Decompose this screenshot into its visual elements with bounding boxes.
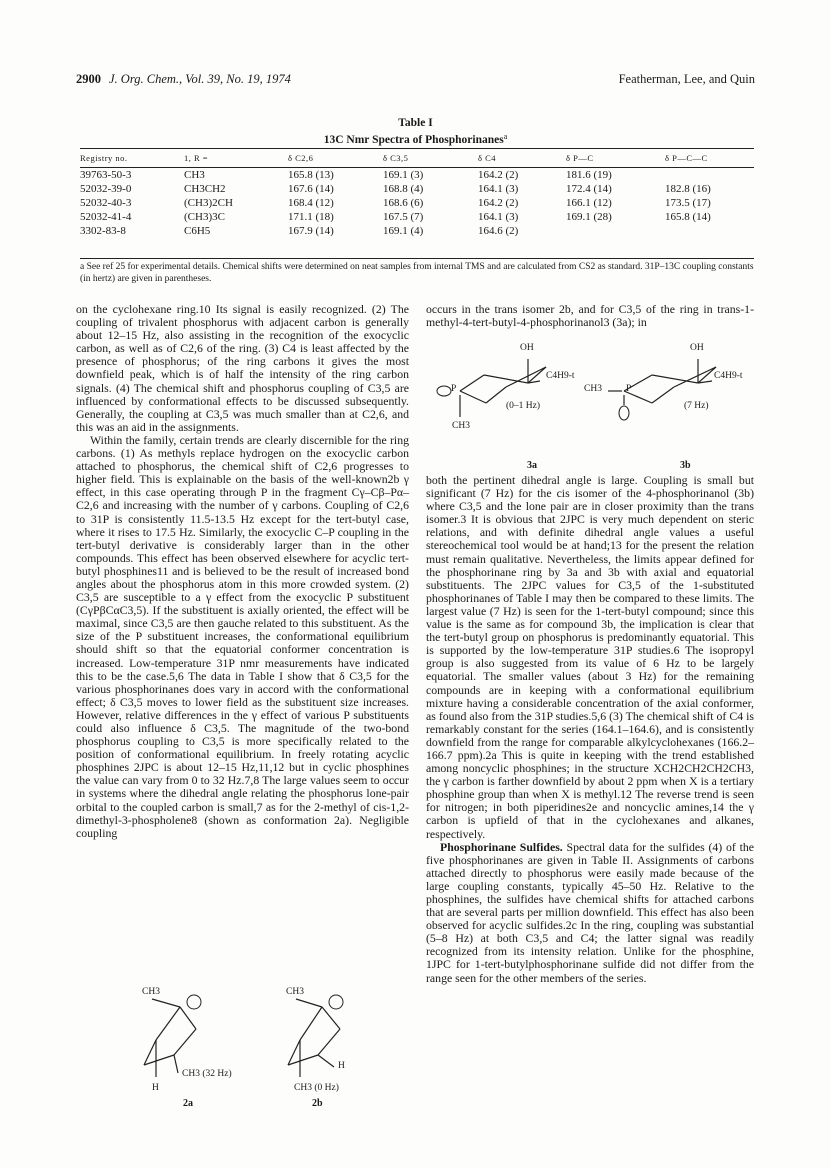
table-cell: 52032-39-0 <box>80 183 132 195</box>
structure-2a-drawing <box>112 985 232 1080</box>
table-cell: 173.5 (17) <box>665 197 711 209</box>
table-footnote: a See ref 25 for experimental details. Chemical shifts were determined on neat samples from internal TMS and are calculated from CS2 as standard. 31P–13C coupling constants (in hertz) are given in parentheses. <box>80 262 754 284</box>
left-column <box>76 303 409 840</box>
right-column <box>426 303 754 329</box>
table-title-footnote-mark: a <box>503 132 508 141</box>
fig2a-bottom: H <box>152 1083 159 1093</box>
table-cell: 164.2 (2) <box>478 169 519 181</box>
table-cell: 3302-83-8 <box>80 225 126 237</box>
table-cell: 39763-50-3 <box>80 169 132 181</box>
fig2b-label: 2b <box>312 1098 323 1109</box>
table-number: Table I <box>398 117 433 129</box>
right-column-continued <box>426 474 754 985</box>
table-cell: 172.4 (14) <box>566 183 612 195</box>
running-header <box>76 72 755 90</box>
paragraph: on the cyclohexane ring.10 Its signal is easily recognized. (2) The coupling of trivalent phosphorus with adjacent carbon is generally about 12–15 Hz, also assisting in the recognition of the exocyclic carbon, as well as of C2,6 of the ring. (3) C4 is least affected by the presence of phosphorus; of the ring carbons it gives the most downfield peak, which is of half the intensity of the ring carbon signals. (4) The chemical shift and phosphorus coupling of C3,5 are influenced by conformational effects to be discussed subsequently. Generally, the coupling at C3,5 was much smaller than at C2,6, and this was an aid in the assignments. <box>76 302 409 434</box>
table-cell: 168.8 (4) <box>383 183 424 195</box>
table-cell: 168.4 (12) <box>288 197 334 209</box>
table-row <box>80 224 754 238</box>
table-cell: 182.8 (16) <box>665 183 711 195</box>
journal-citation: J. Org. Chem., Vol. 39, No. 19, 1974 <box>109 72 291 86</box>
section-heading: Phosphorinane Sulfides. <box>440 839 563 854</box>
table-header-row <box>80 149 754 168</box>
table-cell: 52032-40-3 <box>80 197 132 209</box>
col-header: δ C2,6 <box>288 149 383 168</box>
fig3a-coupling: (0–1 Hz) <box>506 401 541 411</box>
structure-3b-drawing <box>588 345 754 440</box>
table-title-text: 13C Nmr Spectra of Phosphorinanes <box>323 134 504 146</box>
paragraph-sulfides <box>426 841 754 985</box>
fig3b-oh: OH <box>690 343 704 353</box>
structure-2a <box>112 985 232 1095</box>
table-cell: 166.1 (12) <box>566 197 612 209</box>
fig2b-side: H <box>338 1061 345 1071</box>
table-cell: 167.5 (7) <box>383 211 424 223</box>
fig3b-p: P <box>626 384 632 394</box>
table-row <box>80 196 754 210</box>
header-authors: Featherman, Lee, and Quin <box>618 72 755 86</box>
col-header: Registry no. <box>80 149 184 168</box>
fig3a-label: 3a <box>527 460 537 471</box>
fig2a-label: 2a <box>183 1098 193 1109</box>
table-cell: (CH3)2CH <box>184 197 233 209</box>
col-header: 1, R = <box>184 149 288 168</box>
paragraph: Within the family, certain trends are clearly discernible for the ring carbons. (1) As methyls replace hydrogen on the exocyclic carbon attached to phosphorus, the chemical shift of C2,6 progresses to higher field. This is explainable on the basis of the well-known2b γ effect, in this case operating through P in the fragment Cγ–Cβ–Pα–C2,6 and increasing with the number of γ carbons. Coupling of C2,6 to 31P is consistently 11.5-13.5 Hz except for the tert-butyl case, where it rises to 17.5 Hz. Similarly, the exocyclic C–P coupling in the tert-butyl derivative is considerably larger than in the other compounds. This effect has been observed elsewhere for acyclic tert-butyl phosphines11 and is believed to be the result of increased bond angles about the phosphorus atom in this more crowded system. (2) C3,5 are susceptible to a γ effect from the exocyclic P substituent (CγPβCαC3,5). If the substituent is axially oriented, the effect will be maximal, since C3,5 are then gauche related to this substituent. As the size of the P substituent increases, the conformational equilibrium should shift so that the equatorial conformer concentration is increased. Low-temperature 31P nmr measurements have indicated this to be the case.5,6 The data in Table I show that δ C3,5 for the various phosphorinanes does vary in accord with the conformational effect; δ C3,5 moves to lower field as the substituent size increases. However, relative differences in the γ effect of various P substituents could also influence δ C3,5. The magnitude of the two-bond phosphorus coupling to C3,5 is more specifically related to the position of conformational equilibrium. In freely rotating acyclic phosphines 2JPC is about 12–15 Hz,11,12 but in cyclic phosphines the value can vary from 0 to 32 Hz.7,8 The large values seem to occur in systems where the dihedral angle relating the phosphorus lone-pair orbital to the coupled carbon is small,7 as for the 2-methyl of cis-1,2-dimethyl-3-phospholene8 (shown as conformation 2a). Negligible coupling <box>76 432 409 840</box>
table-cell: 52032-41-4 <box>80 211 132 223</box>
table-cell: 165.8 (14) <box>665 211 711 223</box>
table-row <box>80 182 754 196</box>
fig3a-ch3: CH3 <box>452 421 470 431</box>
table-bottom-rule <box>80 258 754 259</box>
structure-2b <box>262 985 382 1095</box>
table-cell: 164.1 (3) <box>478 211 519 223</box>
table-cell: 164.2 (2) <box>478 197 519 209</box>
col-header: δ P—C—C <box>665 149 754 168</box>
table-cell <box>665 168 754 183</box>
fig3b-label: 3b <box>680 460 691 471</box>
table-row <box>80 210 754 224</box>
fig3b-ch3: CH3 <box>584 384 602 394</box>
col-header: δ C4 <box>478 149 566 168</box>
table-cell: 164.1 (3) <box>478 183 519 195</box>
table-cell: 171.1 (18) <box>288 211 334 223</box>
fig2b-ch3: CH3 <box>286 987 304 997</box>
table-cell: 169.1 (4) <box>383 225 424 237</box>
table-cell: 181.6 (19) <box>566 169 612 181</box>
table-body <box>80 168 754 239</box>
paragraph: occurs in the trans isomer 2b, and for C3,5 of the ring in trans-1-methyl-4-tert-butyl-4-phosphorinanol3 (3a); in <box>426 302 754 330</box>
fig2a-ch3: CH3 <box>142 987 160 997</box>
table-cell: 169.1 (28) <box>566 211 612 223</box>
fig2b-bottom: CH3 (0 Hz) <box>294 1083 339 1093</box>
structure-3a <box>436 345 586 455</box>
table-cell: CH3 <box>184 169 205 181</box>
table-title <box>76 130 755 147</box>
table-cell: 167.9 (14) <box>288 225 334 237</box>
header-left <box>76 72 291 87</box>
table-cell: 164.6 (2) <box>478 225 519 237</box>
table-cell: C6H5 <box>184 225 211 237</box>
structure-2b-drawing <box>262 985 382 1080</box>
table-cell <box>566 224 665 238</box>
table-row <box>80 168 754 183</box>
structure-3b <box>584 343 754 455</box>
col-header: δ C3,5 <box>383 149 478 168</box>
paragraph: both the pertinent dihedral angle is large. Coupling is small but significant (7 Hz) for the cis isomer of the 4-phosphorinanol (3b) where C3,5 and the lone pair are in closer proximity than the trans isomer.3 It is obvious that 2JPC is very much dependent on steric relations, and with definite dihedral angle values a useful stereochemical tool would be at hand;13 for the present the relation must remain qualitative. Nevertheless, the limits appear defined for the phosphorinane ring by 3a and 3b with axial and equatorial substituents. The 2JPC values for C3,5 of the 1-substituted phosphorinanes of Table I may then be compared to these limits. The largest value (7 Hz) is seen for the 1-tert-butyl compound; since this value is the same as for compound 3b, the implication is clear that the tert-butyl group on phosphorus is predominantly equatorial. This is supported by the low-temperature 31P studies.6 The isopropyl group is also suggested from its value of 6 Hz to be largely equatorial. The smaller values (about 3 Hz) for the remaining compounds are in keeping with a conformational equilibrium mixture having a considerable concentration of the axial conformer, as found also from the 31P studies.5,6 (3) The chemical shift of C4 is remarkably constant for the series (164.1–164.6), and is consistently downfield from the range for comparable alkylcyclohexanes (166.2–166.7 ppm).2a This is quite in keeping with the trend established among noncyclic phosphines; in the structure XCH2CH2CH2CH3, the γ carbon is farther downfield by about 2 ppm when X is a tertiary phosphine group than when X is methyl.12 The reverse trend is seen for nitrogen; in both piperidines2e and noncyclic amines,14 the γ carbon is upfield of that in the cyclohexanes and alkanes, respectively. <box>426 473 754 841</box>
table-cell: 168.6 (6) <box>383 197 424 209</box>
table-cell: 169.1 (3) <box>383 169 424 181</box>
fig3a-p: P <box>451 384 457 394</box>
fig3a-oh: OH <box>520 343 534 353</box>
fig2a-side: CH3 (32 Hz) <box>182 1069 232 1079</box>
table-cell: CH3CH2 <box>184 183 226 195</box>
col-header: δ P—C <box>566 149 665 168</box>
table-cell <box>665 224 754 238</box>
nmr-table <box>80 148 754 238</box>
table-cell: 165.8 (13) <box>288 169 334 181</box>
table-caption <box>76 116 755 147</box>
table-cell: (CH3)3C <box>184 211 225 223</box>
table-cell: 167.6 (14) <box>288 183 334 195</box>
paragraph-text: Spectral data for the sulfides (4) of the five phosphorinanes are given in Table II. Assignments of carbons attached directly to phosphorus were easily made because of the large coupling constants, typically 45–50 Hz. Relative to the phosphines, the sulfides have chemical shifts for attached carbons that are several parts per million downfield. This effect has also been observed for acyclic sulfides.2c In the ring, coupling was substantial (5–8 Hz) at both C3,5 and C4; the latter signal was readily recognized from its intensity relation. Unlike for the phosphine, 1JPC for 1-tert-butylphosphorinane sulfide did not differ from the range seen for the other members of the series. <box>426 839 754 985</box>
fig3b-coupling: (7 Hz) <box>684 401 709 411</box>
fig3b-tbu: C4H9-t <box>714 371 743 381</box>
page-number: 2900 <box>76 72 101 86</box>
fig3a-tbu: C4H9-t <box>546 371 575 381</box>
